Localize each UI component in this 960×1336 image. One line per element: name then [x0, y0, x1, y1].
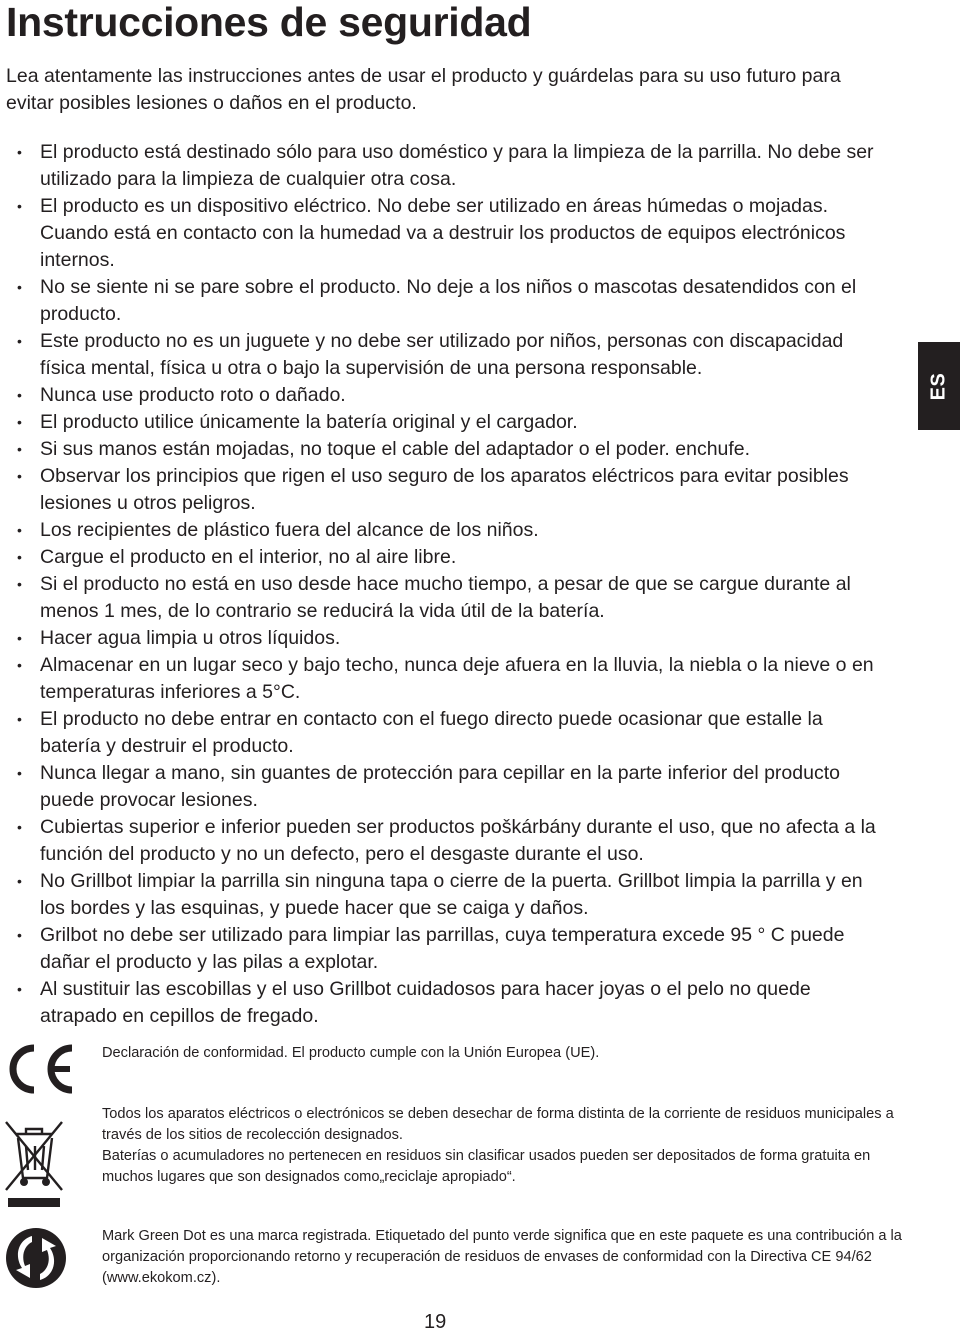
list-item-text: El producto no debe entrar en contacto con el fuego directo puede ocasionar que estalle la batería y destruir el producto. [40, 708, 823, 757]
list-item-text: Si el producto no está en uso desde hace mucho tiempo, a pesar de que se cargue durante al menos 1 mes, de lo contrario se reducirá la vida útil de la batería. [40, 573, 851, 622]
bullet-icon: • [17, 819, 22, 835]
list-item-text: El producto es un dispositivo eléctrico. No debe ser utilizado en áreas húmedas o mojadas. Cuando está en contacto con la humedad va a destruir los productos de equipos electrónicos internos. [40, 195, 846, 271]
list-item [0, 625, 880, 652]
list-item-text: Observar los principios que rigen el uso seguro de los aparatos eléctricos para evitar posibles lesiones u otros peligros. [40, 465, 849, 514]
list-item-text: Si sus manos están mojadas, no toque el cable del adaptador o el poder. enchufe. [40, 438, 751, 460]
bullet-icon: • [17, 657, 22, 673]
list-item-text: Nunca llegar a mano, sin guantes de protección para cepillar en la parte inferior del producto puede provocar lesiones. [40, 762, 840, 811]
bullet-icon: • [17, 333, 22, 349]
list-item [0, 517, 880, 544]
list-item-text: Grilbot no debe ser utilizado para limpiar las parrillas, cuya temperatura excede 95 ° C puede dañar el producto y las pilas a explotar. [40, 924, 845, 973]
list-item-text: No Grillbot limpiar la parrilla sin ninguna tapa o cierre de la puerta. Grillbot limpia la parrilla y en los bordes y las esquinas, y puede hacer que se caiga y daños. [40, 870, 863, 919]
bullet-icon: • [17, 765, 22, 781]
list-item [0, 814, 880, 868]
ce-mark-icon [6, 1043, 76, 1095]
list-item-text: El producto está destinado sólo para uso doméstico y para la limpieza de la parrilla. No debe ser utilizado para la limpieza de cualquier otra cosa. [40, 141, 874, 190]
bullet-icon: • [17, 927, 22, 943]
list-item [0, 976, 880, 1030]
safety-list [0, 139, 880, 1030]
list-item [0, 544, 880, 571]
list-item [0, 463, 880, 517]
list-item [0, 652, 880, 706]
bullet-icon: • [17, 711, 22, 727]
crossed-out-bin-icon [4, 1114, 64, 1210]
bullet-icon: • [17, 414, 22, 430]
list-item [0, 409, 880, 436]
list-item [0, 382, 880, 409]
list-item-text: Los recipientes de plástico fuera del alcance de los niños. [40, 519, 539, 541]
list-item [0, 274, 880, 328]
intro-paragraph: Lea atentamente las instrucciones antes de usar el producto y guárdelas para su uso futuro para evitar posibles lesiones o daños en el producto. [6, 65, 841, 114]
list-item-text: El producto utilice únicamente la batería original y el cargador. [40, 411, 578, 433]
list-item [0, 139, 880, 193]
list-item [0, 760, 880, 814]
green-dot-note-text: Mark Green Dot es una marca registrada. Etiquetado del punto verde significa que en este paquete es una contribución a la organización proporcionando retorno y recuperación de residuos de envases de conformidad con la Directiva CE 94/62 (www.ekokom.cz). [102, 1228, 902, 1286]
language-tab-label: ES [927, 372, 950, 400]
bullet-icon: • [17, 981, 22, 997]
list-item [0, 571, 880, 625]
bullet-icon: • [17, 549, 22, 565]
list-item-text: Nunca use producto roto o dañado. [40, 384, 346, 406]
ce-note [102, 1043, 902, 1064]
bullet-icon: • [17, 144, 22, 160]
green-dot-icon [4, 1226, 68, 1290]
bullet-icon: • [17, 198, 22, 214]
list-item [0, 328, 880, 382]
language-tab [918, 342, 960, 430]
bullet-icon: • [17, 441, 22, 457]
ce-note-text: Declaración de conformidad. El producto cumple con la Unión Europea (UE). [102, 1045, 600, 1061]
green-dot-note [102, 1226, 902, 1289]
weee-note [102, 1104, 902, 1188]
list-item-text: Hacer agua limpia u otros líquidos. [40, 627, 341, 649]
bullet-icon: • [17, 279, 22, 295]
list-item-text: Cargue el producto en el interior, no al aire libre. [40, 546, 457, 568]
bullet-icon: • [17, 873, 22, 889]
bullet-icon: • [17, 576, 22, 592]
list-item-text: No se siente ni se pare sobre el producto. No deje a los niños o mascotas desatendidos con el producto. [40, 276, 857, 325]
list-item [0, 436, 880, 463]
list-item-text: Este producto no es un juguete y no debe ser utilizado por niños, personas con discapacidad física mental, física u otra o bajo la supervisión de una persona responsable. [40, 330, 844, 379]
list-item [0, 922, 880, 976]
page-title: Instrucciones de seguridad [6, 0, 532, 45]
page-number: 19 [424, 1311, 447, 1333]
bullet-icon: • [17, 522, 22, 538]
bullet-icon: • [17, 630, 22, 646]
list-item-text: Cubiertas superior e inferior pueden ser productos poškárbány durante el uso, que no afecta a la función del producto y no un defecto, pero el desgaste durante el uso. [40, 816, 876, 865]
list-item-text: Almacenar en un lugar seco y bajo techo, nunca deje afuera en la lluvia, la niebla o la nieve o en temperaturas inferiores a 5°C. [40, 654, 874, 703]
list-item [0, 706, 880, 760]
bullet-icon: • [17, 468, 22, 484]
list-item [0, 193, 880, 274]
weee-note-text-1: Todos los aparatos eléctricos o electrónicos se deben desechar de forma distinta de la corriente de residuos municipales a través de los sitios de recolección designados. [102, 1106, 894, 1143]
list-item-text: Al sustituir las escobillas y el uso Grillbot cuidadosos para hacer joyas o el pelo no quede atrapado en cepillos de fregado. [40, 978, 811, 1027]
weee-note-text-2: Baterías o acumuladores no pertenecen en residuos sin clasificar usados pueden ser depositados de forma gratuita en muchos lugares que son designados como„reciclaje apropiado“. [102, 1148, 871, 1185]
list-item [0, 868, 880, 922]
bullet-icon: • [17, 387, 22, 403]
